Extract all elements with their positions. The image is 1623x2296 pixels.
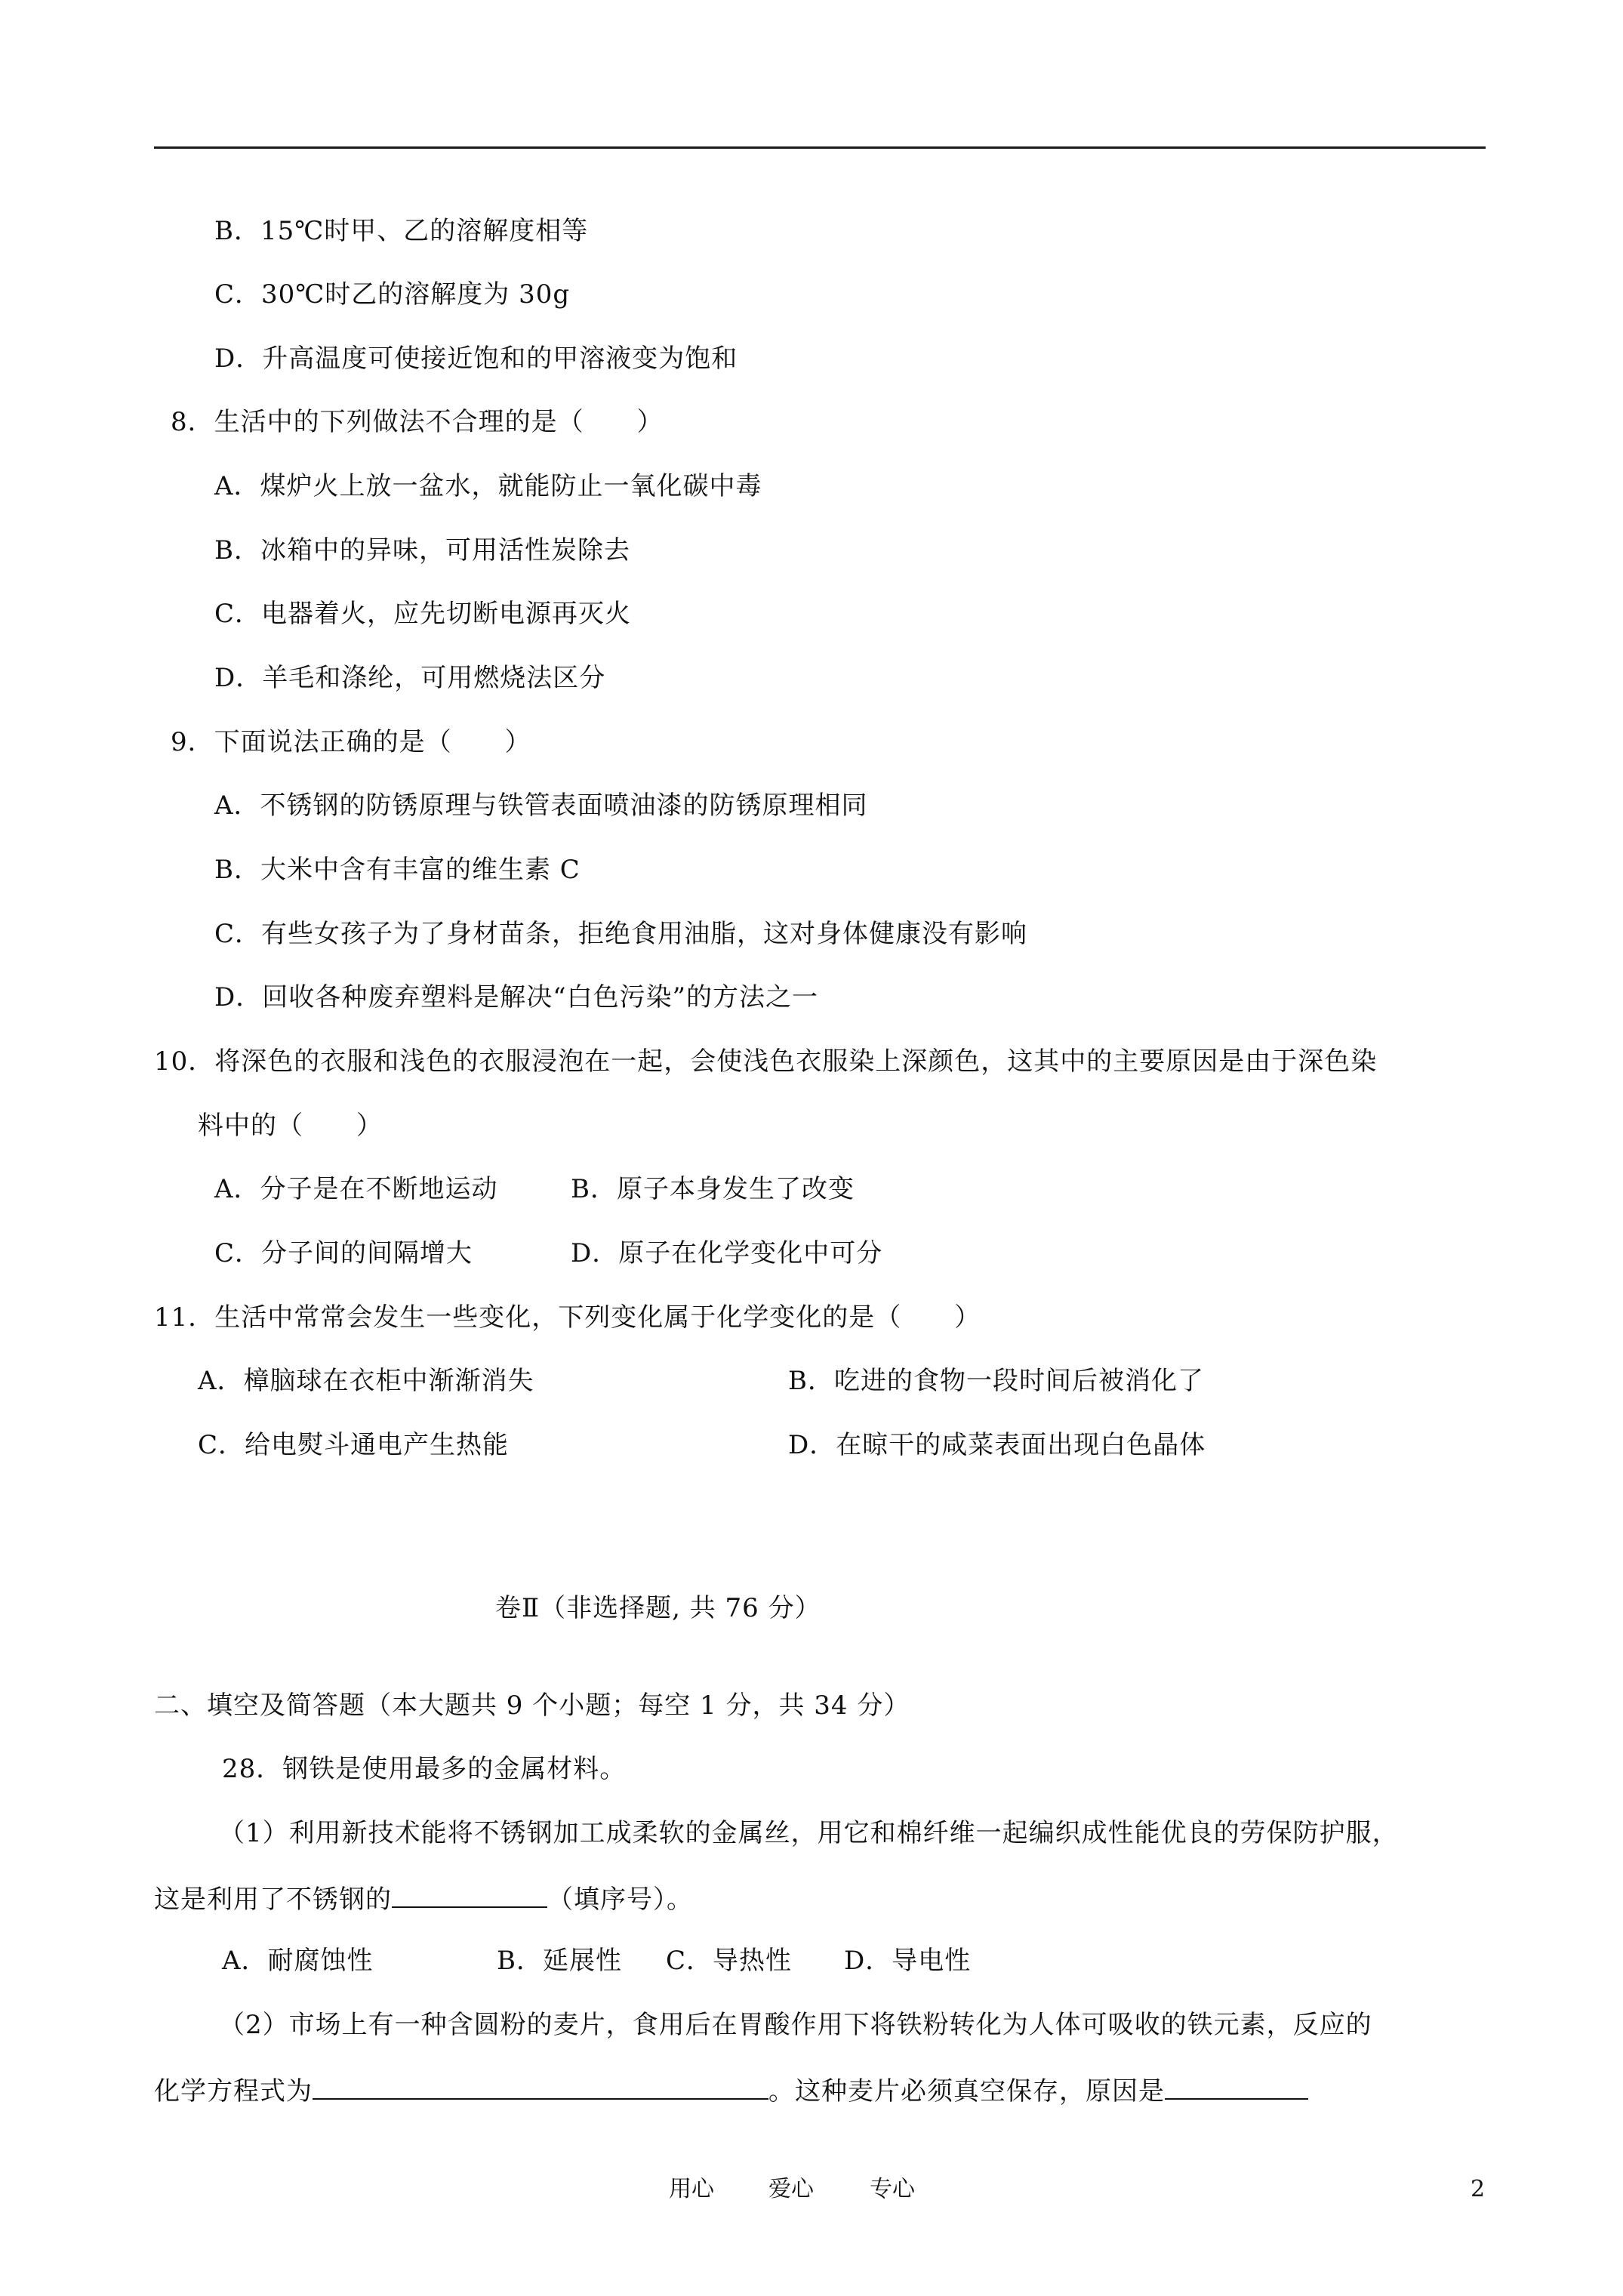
q10-option-d: D．原子在化学变化中可分: [571, 1238, 883, 1268]
q28-part1-line1: （1）利用新技术能将不锈钢加工成柔软的金属丝，用它和棉纤维一起编织成性能优良的劳保防护服，: [219, 1818, 1399, 1848]
q9-option-b: B．大米中含有丰富的维生素 C: [214, 855, 581, 885]
page-number: 2: [1471, 2176, 1486, 2202]
q10-option-a: A．分子是在不断地运动: [214, 1174, 498, 1204]
q8-option-d: D．羊毛和涤纶，可用燃烧法区分: [214, 663, 606, 693]
q8-option-c: C．电器着火，应先切断电源再灭火: [214, 599, 632, 629]
q9-option-c: C．有些女孩子为了身材苗条，拒绝食用油脂，这对身体健康没有影响: [214, 919, 1028, 949]
q10-stem-line1: 10．将深色的衣服和浅色的衣服浸泡在一起，会使浅色衣服染上深颜色，这其中的主要原因是由于深色染: [154, 1046, 1378, 1077]
q9-stem: 9．下面说法正确的是（ ）: [171, 727, 531, 757]
part2-section-heading: 二、填空及简答题（本大题共 9 个小题；每空 1 分，共 34 分）: [154, 1690, 910, 1721]
q7-option-d: D．升高温度可使接近饱和的甲溶液变为饱和: [214, 344, 738, 374]
footer-left: 用心: [669, 2176, 714, 2202]
q10-stem-line2: 料中的（ ）: [198, 1111, 383, 1141]
q28-part2-line2: [154, 2073, 1308, 2108]
q28-part1-option-d: D．导电性: [844, 1946, 972, 1976]
q28-answer-blank-1[interactable]: [392, 1881, 547, 1908]
q28-part1-option-c: C．导热性: [666, 1946, 793, 1976]
q10-option-b: B．原子本身发生了改变: [571, 1174, 855, 1204]
part2-title: 卷Ⅱ（非选择题, 共 76 分）: [495, 1593, 821, 1623]
q28-part1-line2: [154, 1881, 693, 1916]
q8-option-a: A．煤炉火上放一盆水，就能防止一氧化碳中毒: [214, 471, 762, 501]
q28-part2-prefix: 化学方程式为: [154, 2076, 313, 2106]
q7-option-c: C．30℃时乙的溶解度为 30g: [214, 279, 571, 310]
q11-option-d: D．在晾干的咸菜表面出现白色晶体: [788, 1430, 1206, 1460]
q28-part1-suffix: （填序号）。: [547, 1885, 693, 1915]
q28-part1-option-a: A．耐腐蚀性: [222, 1946, 374, 1976]
q10-option-c: C．分子间的间隔增大: [214, 1238, 473, 1268]
footer-middle: 爱心: [768, 2176, 814, 2202]
q7-option-b: B．15℃时甲、乙的溶解度相等: [214, 216, 589, 246]
q28-equation-blank[interactable]: [313, 2073, 768, 2100]
q8-stem: 8．生活中的下列做法不合理的是（ ）: [171, 407, 664, 437]
q28-part2-mid: 。这种麦片必须真空保存，原因是: [768, 2076, 1165, 2106]
q11-option-b: B．吃进的食物一段时间后被消化了: [788, 1366, 1204, 1396]
q11-option-c: C．给电熨斗通电产生热能: [198, 1430, 510, 1460]
q8-option-b: B．冰箱中的异味，可用活性炭除去: [214, 535, 630, 566]
q11-option-a: A．樟脑球在衣柜中渐渐消失: [198, 1366, 534, 1396]
q28-part1-prefix: 这是利用了不锈钢的: [154, 1885, 392, 1915]
q28-stem: 28．钢铁是使用最多的金属材料。: [222, 1754, 627, 1784]
header-rule: [154, 146, 1486, 149]
q11-stem: 11．生活中常常会发生一些变化，下列变化属于化学变化的是（ ）: [154, 1302, 981, 1333]
q28-part2-line1: （2）市场上有一种含圆粉的麦片，食用后在胃酸作用下将铁粉转化为人体可吸收的铁元素，反应的: [219, 2010, 1372, 2040]
q9-option-a: A．不锈钢的防锈原理与铁管表面喷油漆的防锈原理相同: [214, 791, 868, 821]
q28-part1-option-b: B．延展性: [497, 1946, 622, 1976]
q9-option-d: D．回收各种废弃塑料是解决“白色污染”的方法之一: [214, 982, 819, 1012]
q28-reason-blank[interactable]: [1165, 2073, 1308, 2100]
footer-right: 专心: [870, 2176, 915, 2202]
